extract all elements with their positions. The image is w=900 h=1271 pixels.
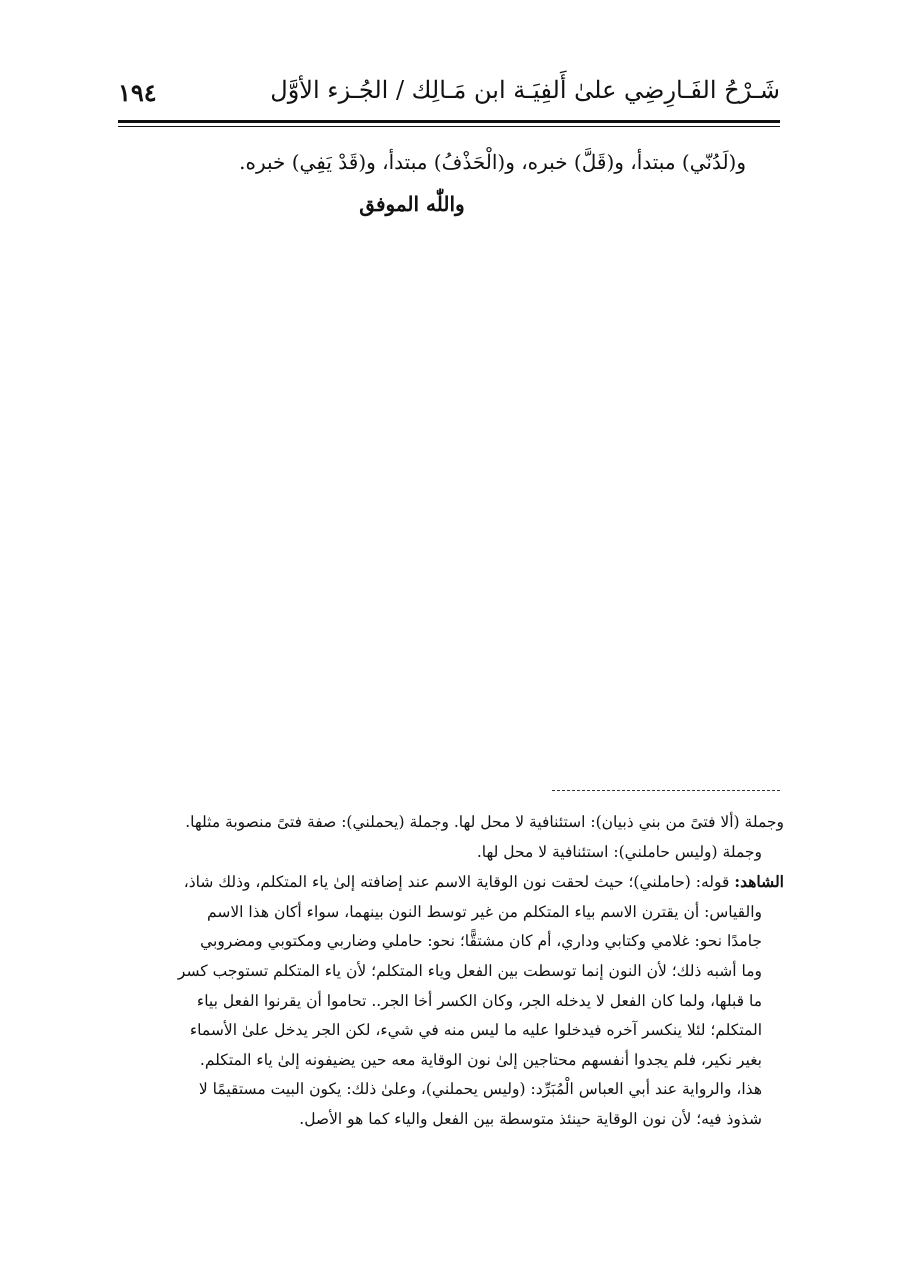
footnote-line: وجملة (ألا فتىً من بني ذبيان): استئنافية لا محل لها. وجملة (يحملني): صفة فتىً منصوبة مثلها. bbox=[185, 813, 784, 831]
footnote-line: المتكلم؛ لئلا ينكسر آخره فيدخلوا عليه ما ليس منه في شيء، لكن الجر يدخل علىٰ الأسماء bbox=[189, 1021, 762, 1040]
witness-label: الشاهد: bbox=[734, 872, 784, 892]
footnote-line-witness bbox=[118, 867, 784, 898]
footnote-line-text: قوله: (حاملني)؛ حيث لحقت نون الوقاية الاسم عند إضافته إلىٰ ياء المتكلم، وذلك شاذ، bbox=[183, 873, 730, 892]
closing-phrase: واللّٰه الموفق bbox=[359, 192, 465, 216]
running-header bbox=[118, 70, 780, 114]
footnote-line: وجملة (وليس حاملني): استئنافية لا محل لها. bbox=[476, 842, 762, 861]
footnote-line: ما قبلها، ولما كان الفعل لا يدخله الجر، وكان الكسر أخا الجر.. تحاموا أن يقرنوا الفعل بياء bbox=[196, 991, 762, 1010]
page-number: ١٩٤ bbox=[118, 78, 157, 107]
footnote-line: وما أشبه ذلك؛ لأن النون إنما توسطت بين الفعل وياء المتكلم؛ لأن ياء المتكلم تستوجب كسر bbox=[177, 961, 762, 980]
footnote-line: شذوذ فيه؛ لأن نون الوقاية حينئذ متوسطة بين الفعل والياء كما هو الأصل. bbox=[299, 1109, 762, 1128]
header-title: شَـرْحُ الفَـارِضِي علىٰ أَلفِيَـة ابن مَـالِك / الجُـزء الأوَّل bbox=[270, 76, 780, 104]
footnote-separator bbox=[552, 790, 780, 791]
footnote-line: والقياس: أن يقترن الاسم بياء المتكلم من غير توسط النون بينهما، سواء أكان هذا الاسم bbox=[207, 902, 762, 921]
header-rule-thick bbox=[118, 120, 780, 123]
footnote-line: هذا، والرواية عند أبي العباس الْمُبَرِّد: (وليس يحملني)، وعلىٰ ذلك: يكون البيت مستقيمًا لا bbox=[198, 1080, 762, 1099]
main-paragraph: و(لَدُنّي) مبتدأ، و(قَلَّ) خبره، و(الْحَذْفُ) مبتدأ، و(قَدْ يَفِي) خبره. bbox=[239, 150, 746, 174]
main-text bbox=[118, 140, 780, 224]
header-rule-thin bbox=[118, 126, 780, 127]
footnotes bbox=[118, 808, 784, 1135]
footnote-line: جامدًا نحو: غلامي وكتابي وداري، أم كان مشتقًّا؛ نحو: حاملي وضاربي ومكتوبي ومضروبي bbox=[200, 932, 762, 951]
footnote-line: بغير نكير، فلم يجدوا أنفسهم محتاجين إلىٰ نون الوقاية معه حين يضيفونه إلىٰ ياء المتكلم. bbox=[199, 1050, 762, 1069]
